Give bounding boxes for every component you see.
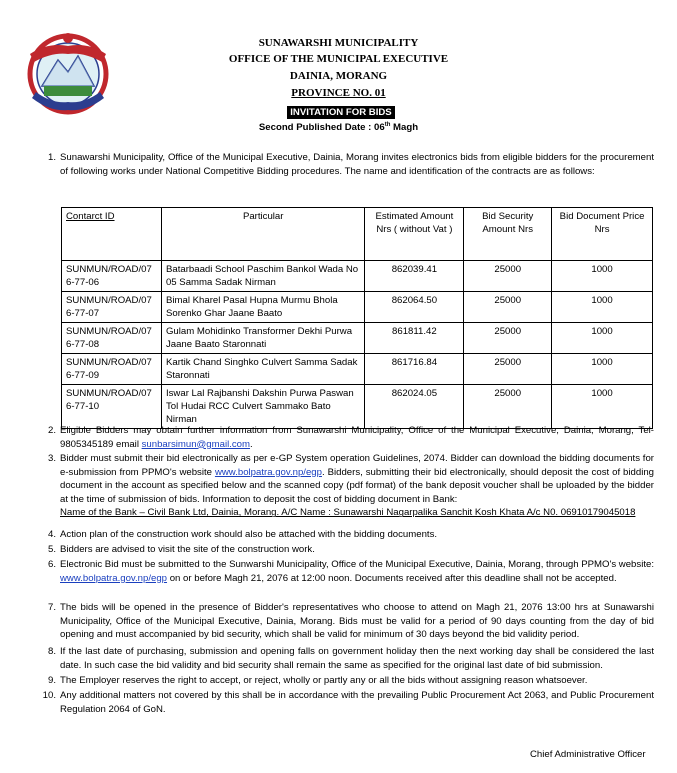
bank-details: Name of the Bank – Civil Bank Ltd, Dainia, Morang. A/C Name : Sunawarshi Nagarpalika Sanchit Kosh Khata A/c N0. 06910179045018	[60, 507, 636, 519]
particular-cell: Batarbaadi School Paschim Bankol Wada No 05 Samma Sadak Nirman	[161, 261, 364, 292]
security-cell: 25000	[464, 385, 552, 429]
municipality-name: SUNAWARSHI MUNICIPALITY	[258, 37, 419, 49]
item-text: . Bidders, submitting their bid electronically, should deposit the cost of bidding document in the account as specified below and the scanned copy (pdf format) of the bank deposit voucher shall be uploaded by the bidder at the time of submission of bids. Information to deposit the cost of bidding document in Bank:	[60, 466, 654, 505]
item-text: Sunawarshi Municipality, Office of the Municipal Executive, Dainia, Morang invites electronics bids from eligible bidders for the procurement of following works under National Competitive Bidding procedures. The name and identification of the contracts are as follows:	[60, 152, 654, 177]
estimate-cell: 861811.42	[365, 323, 464, 354]
item-number: 1.	[47, 152, 56, 163]
signatory-title: Chief Administrative Officer	[530, 749, 646, 760]
contract-id-cell: SUNMUN/ROAD/07 6-77-06	[62, 261, 162, 292]
item-number: 6.	[47, 559, 56, 570]
column-header: Estimated Amount Nrs ( without Vat )	[365, 208, 464, 261]
contract-id-cell: SUNMUN/ROAD/07 6-77-07	[62, 292, 162, 323]
item-text: If the last date of purchasing, submission and opening falls on government holiday then the next working day shall be considered the last date. In such case the bid validity and bid security shall remain the same as specified for the original last date of bid submission.	[60, 646, 654, 671]
item-text: Bidders are advised to visit the site of the construction work.	[60, 544, 315, 555]
list-item	[47, 543, 654, 557]
particular-cell: Gulam Mohidinko Transformer Dekhi Purwa Jaane Baato Staronnati	[161, 323, 364, 354]
item-text: The bids will be opened in the presence of Bidder's representatives who choose to attend on Magh 21, 2076 13:00 hrs at Sunawarshi Municipality, Office of the Municipal Executive, Dainia, Morang. Bids must be valid for a period of 90 days counting from the day of bid opening and must accompanied by bid security, which shall be valid for minimum of 30 days beyond the bid validity period.	[60, 602, 654, 641]
security-cell: 25000	[464, 292, 552, 323]
table-row	[62, 385, 653, 429]
list-item	[42, 689, 654, 716]
item-text: The Employer reserves the right to accept, or reject, wholly or partly any or all the bids without assigning reason whatsoever.	[60, 675, 588, 686]
column-header: Bid Document Price Nrs	[552, 208, 653, 261]
item-number: 2.	[47, 425, 56, 436]
list-item	[47, 424, 654, 451]
price-cell: 1000	[552, 292, 653, 323]
table-row	[62, 292, 653, 323]
list-item	[47, 528, 654, 542]
estimate-cell: 862064.50	[365, 292, 464, 323]
estimate-cell: 862039.41	[365, 261, 464, 292]
item-number: 10.	[42, 690, 56, 701]
price-cell: 1000	[552, 385, 653, 429]
column-header: Bid Security Amount Nrs	[464, 208, 552, 261]
item-text: Eligible Bidders may obtain further information from Sunawarshi Municipality, Office of the Municipal Executive, Dainia, Morang, Tel- 9805345189 email	[60, 425, 654, 450]
particular-cell: Kartik Chand Singhko Culvert Samma Sadak Staronnati	[161, 354, 364, 385]
contracts-table	[61, 207, 653, 429]
price-cell: 1000	[552, 323, 653, 354]
office-location: DAINIA, MORANG	[289, 70, 388, 82]
contract-id-cell: SUNMUN/ROAD/07 6-77-10	[62, 385, 162, 429]
list-item	[47, 674, 654, 688]
item-text: Any additional matters not covered by this shall be in accordance with the prevailing Public Procurement Act 2063, and Public Procurement Regulation 2064 of GoN.	[60, 690, 654, 715]
column-header: Particular	[161, 208, 364, 261]
column-header: Contarct ID	[62, 208, 162, 261]
item-number: 4.	[47, 529, 56, 540]
item-number: 3.	[47, 453, 56, 464]
item-text: Bidder must submit their bid electronically as per e-GP System operation Guidelines, 2074. Bidder can download the bidding documents for e-submission from PPMO's website	[60, 453, 654, 478]
security-cell: 25000	[464, 261, 552, 292]
list-item	[47, 558, 654, 585]
item-text-end: .	[250, 438, 253, 450]
province-line: PROVINCE NO. 01	[291, 87, 386, 99]
list-item	[47, 151, 654, 178]
table-row	[62, 323, 653, 354]
item-number: 5.	[47, 544, 56, 555]
price-cell: 1000	[552, 261, 653, 292]
item-text: on or before Magh 21, 2076 at 12:00 noon. Documents received after this deadline shall not be accepted.	[167, 572, 617, 584]
price-cell: 1000	[552, 354, 653, 385]
estimate-cell: 862024.05	[365, 385, 464, 429]
second-published-date: Second Published Date : 06th Magh	[258, 122, 419, 134]
table-row	[62, 261, 653, 292]
invitation-title: INVITATION FOR BIDS	[287, 106, 395, 119]
ppmo-website-link[interactable]: www.bolpatra.gov.np/egp	[60, 572, 168, 584]
particular-cell: Iswar Lal Rajbanshi Dakshin Purwa Paswan Tol Hudai RCC Culvert Sammako Bato Nirman	[161, 385, 364, 429]
contact-email-link[interactable]: sunbarsimun@gmail.com	[141, 438, 251, 450]
list-item	[47, 645, 654, 672]
item-text: Action plan of the construction work should also be attached with the bidding documents.	[60, 529, 438, 540]
office-name: OFFICE OF THE MUNICIPAL EXECUTIVE	[228, 53, 449, 65]
list-item	[47, 601, 654, 642]
table-row	[62, 354, 653, 385]
particular-cell: Bimal Kharel Pasal Hupna Murmu Bhola Sorenko Ghar Jaane Baato	[161, 292, 364, 323]
item-number: 9.	[47, 675, 56, 686]
security-cell: 25000	[464, 354, 552, 385]
contract-id-cell: SUNMUN/ROAD/07 6-77-09	[62, 354, 162, 385]
contract-id-cell: SUNMUN/ROAD/07 6-77-08	[62, 323, 162, 354]
item-number: 7.	[47, 602, 56, 613]
item-text: Electronic Bid must be submitted to the Sunwarshi Municipality, Office of the Municipal Executive, Dainia, Morang, through PPMO's website:	[60, 559, 654, 570]
table-header-row	[62, 208, 653, 261]
list-item	[47, 452, 654, 520]
item-number: 8.	[47, 646, 56, 657]
ppmo-website-link[interactable]: www.bolpatra.gov.np/egp	[214, 466, 322, 478]
security-cell: 25000	[464, 323, 552, 354]
estimate-cell: 861716.84	[365, 354, 464, 385]
